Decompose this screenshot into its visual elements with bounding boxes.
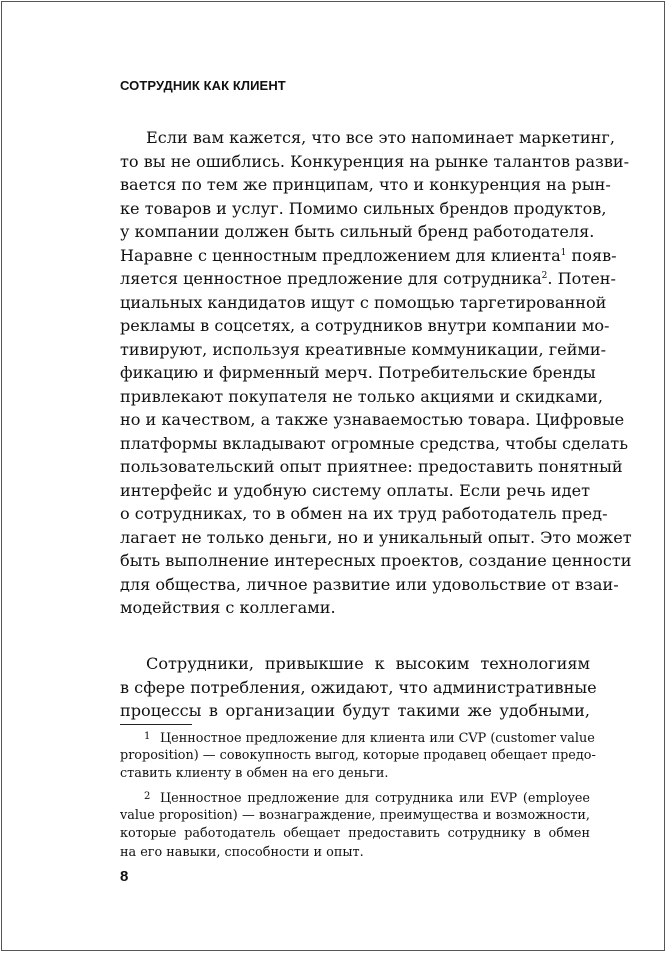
text-line: платформы вкладывают огромные средства, чтобы сделать [120, 433, 628, 453]
text-line: вается по тем же принципам, что и конкуренция на рын- [120, 175, 611, 194]
footnote-line: которые работодатель обещает предоставить сотруднику в обмен [120, 826, 590, 842]
footnote-line [120, 728, 595, 747]
footnote-line: proposition) — совокупность выгод, которые продавец обещает предо- [120, 747, 596, 763]
text-line: рекламы в соцсетях, а сотрудников внутри компании мо- [120, 316, 610, 335]
footnote-1 [120, 728, 596, 784]
text-line: в сфере потребления, ожидают, что административные [120, 677, 597, 697]
footnote-ref-2: 2 [541, 271, 548, 281]
text-segment: появ- [566, 245, 617, 265]
text-line: ке товаров и услуг. Помимо сильных брендов продуктов, [120, 198, 607, 218]
text-line: тивируют, используя креативные коммуникации, гейми- [120, 339, 607, 359]
text-line: о сотрудниках, то в обмен на их труд работодатель пред- [120, 504, 608, 523]
text-line: быть выполнение интересных проектов, создание ценности [120, 551, 632, 570]
text-line: то вы не ошиблись. Конкуренция на рынке талантов разви- [120, 151, 630, 171]
footnote-ref-1: 1 [560, 247, 567, 258]
text-line: лагает не только деньги, но и уникальный опыт. Это может [120, 527, 632, 547]
text-line: но и качеством, а также узнаваемостью товара. Цифровые [120, 410, 625, 429]
text-line: интерфейс и удобную систему оплаты. Если речь идет [120, 480, 590, 500]
text-line: Если вам кажется, что все это напоминает маркетинг, [146, 128, 615, 147]
paragraph-1 [120, 126, 632, 620]
page-number: 8 [120, 868, 129, 885]
footnote-number: 1 [144, 731, 151, 742]
text-line: у компании должен быть сильный бренд работодателя. [120, 222, 595, 241]
text-line: циальных кандидатов ищут с помощью таргетированной [120, 292, 607, 312]
footnotes [120, 728, 596, 863]
footnote-number: 2 [144, 791, 151, 803]
footnote-line: на его навыки, способности и опыт. [120, 845, 364, 861]
text-line: пользовательский опыт приятнее: предоставить понятный [120, 457, 623, 476]
footnote-2 [120, 788, 590, 863]
text-line: модействия с коллегами. [120, 598, 336, 617]
text-segment: Наравне с ценностным предложением для клиента [120, 245, 561, 265]
text-line [120, 267, 616, 291]
text-line [120, 244, 617, 268]
paragraph-2 [120, 652, 597, 723]
text-line: для общества, личное развитие или удовольствие от взаи- [120, 574, 619, 594]
text-segment: ляется ценностное предложение для сотрудника [120, 269, 542, 288]
footnote-text: Ценностное предложение для клиента или CVP (customer value [160, 731, 595, 746]
running-head: СОТРУДНИК КАК КЛИЕНТ [120, 78, 286, 93]
footnote-divider [120, 724, 192, 725]
footnote-line: ставить клиенту в обмен на его деньги. [120, 766, 389, 782]
text-line: привлекают покупателя не только акциями и скидками, [120, 386, 604, 406]
text-segment: . Потен- [547, 269, 616, 288]
text-line: фикацию и фирменный мерч. Потребительские бренды [120, 363, 596, 382]
footnote-line [120, 788, 590, 807]
text-line: Сотрудники, привыкшие к высоким технологиям [146, 654, 590, 673]
footnote-text: Ценностное предложение для сотрудника или EVP (employee [160, 791, 590, 807]
footnote-line: value proposition) — вознаграждение, преимущества и возможности, [120, 807, 590, 823]
text-line: процессы в организации будут такими же удобными, [120, 701, 590, 720]
book-page [1, 1, 665, 951]
